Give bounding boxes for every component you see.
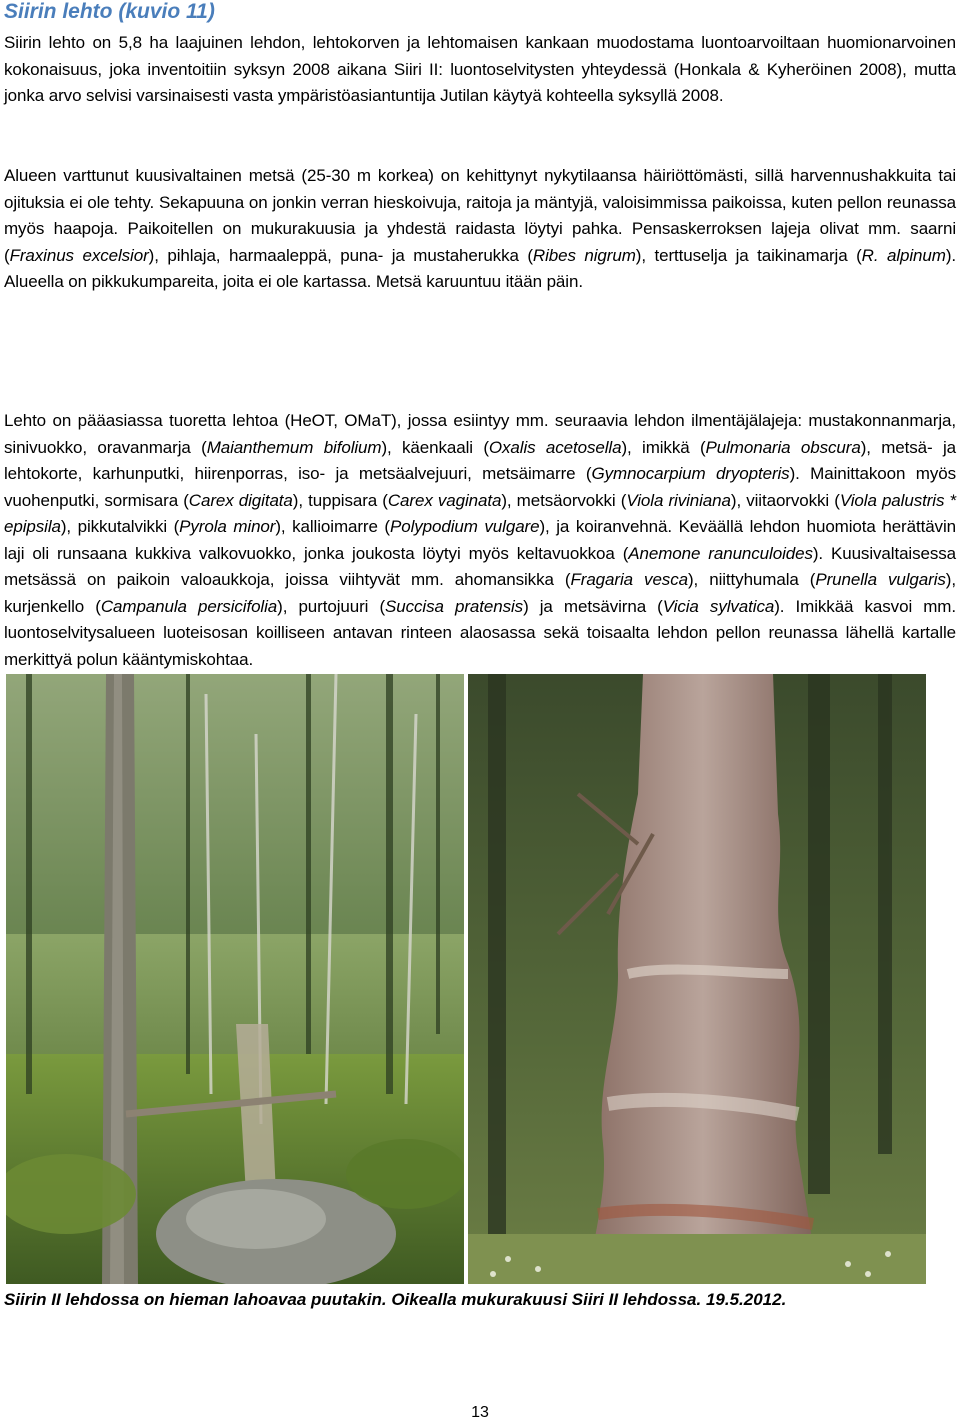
forest-photo-image [6,674,464,1284]
paragraph-text: ), terttuselja ja taikinamarja ( [635,245,862,265]
species-name: Polypodium vulgare [390,517,540,536]
species-name: Ribes nigrum [532,245,636,265]
species-name: Prunella vulgaris [815,570,946,589]
paragraph-text: ). Kuusivaltaisessa metsässä on paikoin valoaukkoja, joissa viihtyvät mm. ahomansikka ( [4,543,957,589]
species-name: Vicia sylvatica [662,596,775,616]
paragraph-text: ), käenkaali ( [381,437,489,457]
species-name: Carex vaginata [387,490,502,510]
species-name: Viola riviniana [626,490,731,510]
paragraph-text: ), kallioimarre ( [275,517,390,536]
species-name: Pyrola minor [179,517,276,536]
species-name: Succisa pratensis [385,596,524,616]
paragraph-intro [4,30,956,110]
species-name: R. alpinum [861,245,946,265]
paragraph-text: ), niittyhumala ( [687,570,816,589]
paragraph-text: ). Alueella on pikkukumpareita, joita ei ole kartassa. Metsä karuuntuu itään päin. [4,245,956,291]
forest-photo [6,674,464,1284]
paragraph-text: ). Mainittakoon myös vuohenputki, sormisara ( [4,464,956,510]
paragraph-text: ), metsäorvokki ( [501,490,627,510]
species-name: Carex digitata [188,490,293,510]
page-number: 13 [471,1404,489,1421]
paragraph-species [4,408,956,673]
paragraph-text: ), pihlaja, harmaaleppä, puna- ja mustaherukka ( [148,245,533,265]
paragraph-text: ), kurjenkello ( [4,570,956,616]
paragraph-text: ). Imikkää kasvoi mm. luontoselvitysalueen luoteisosan koilliseen antavan rinteen alaosassa sekä toisaalta lehdon pellon reunassa lähellä kartalle merkittyä polun kääntymiskohtaa. [4,596,956,669]
species-name: Fraxinus excelsior [9,245,149,265]
paragraph-text: ), tuppisara ( [292,490,388,510]
paragraph-forest [4,163,956,296]
species-name: Maianthemum bifolium [206,437,382,457]
paragraph-text: ), purtojuuri ( [277,596,386,616]
burl-spruce-photo-image [468,674,926,1284]
paragraph-text: ), metsä- ja lehtokorte, karhunputki, hiirenporras, iso- ja metsäalvejuuri, metsäimarre ( [4,437,957,483]
paragraph-text: ), viitaorvokki ( [730,490,840,510]
species-name: Anemone ranunculoides [628,543,813,563]
paragraph-text: Siirin lehto on 5,8 ha laajuinen lehdon, lehtokorven ja lehtomaisen kankaan muodostama luontoarvoiltaan huomionarvoinen kokonaisuus, joka inventoitiin syksyn 2008 aikana Siiri II: luontoselvitysten yhteydessä (Honkala & Kyheröinen 2008), mutta jonka arvo selvisi varsinaisesti vasta ympäristöasiantuntija Jutilan käytyä kohteella syksyllä 2008. [4,33,956,105]
species-name: Oxalis acetosella [488,437,622,457]
paragraph-text: ), pikkutalvikki ( [60,517,180,536]
paragraph-text: Alueen varttunut kuusivaltainen metsä (25-30 m korkea) on kehittynyt nykytilaansa häiriöttömästi, sillä harvennushakkuita tai ojituksia ei ole tehty. Sekapuuna on jonkin verran hieskoivuja, raitoja ja mäntyjä, valoisimmissa paikoissa, kuten pellon reunassa myös haapoja. Paikoitellen on mukurakuusia ja yhdestä raidasta löytyi pahka. Pensaskerroksen lajeja olivat mm. saarni ( [4,166,956,265]
burl-spruce-photo [468,674,926,1284]
species-name: Campanula persicifolia [100,596,278,616]
species-name: Viola palustris * epipsila [4,490,957,536]
species-name: Pulmonaria obscura [705,437,861,457]
paragraph-text: ), imikkä ( [621,437,706,457]
section-heading: Siirin lehto (kuvio 11) [4,0,215,23]
photo-caption: Siirin II lehdossa on hieman lahoavaa puutakin. Oikealla mukurakuusi Siiri II lehdossa. 19.5.2012. [4,1290,787,1309]
paragraph-text: ), ja koiranvehnä. Keväällä lehdon huomiota herättävin laji oli runsaana kukkiva valkovuokko, jonka joukosta löytyi myös keltavuokkoa ( [4,517,956,563]
species-name: Fragaria vesca [570,570,688,589]
paragraph-text: ) ja metsävirna ( [523,596,663,616]
species-name: Gymnocarpium dryopteris [591,464,790,483]
paragraph-text: Lehto on pääasiassa tuoretta lehtoa (HeOT, OMaT), jossa esiintyy mm. seuraavia lehdon ilmentäjälajeja: mustakonnanmarja, sinivuokko, oravanmarja ( [4,411,956,457]
